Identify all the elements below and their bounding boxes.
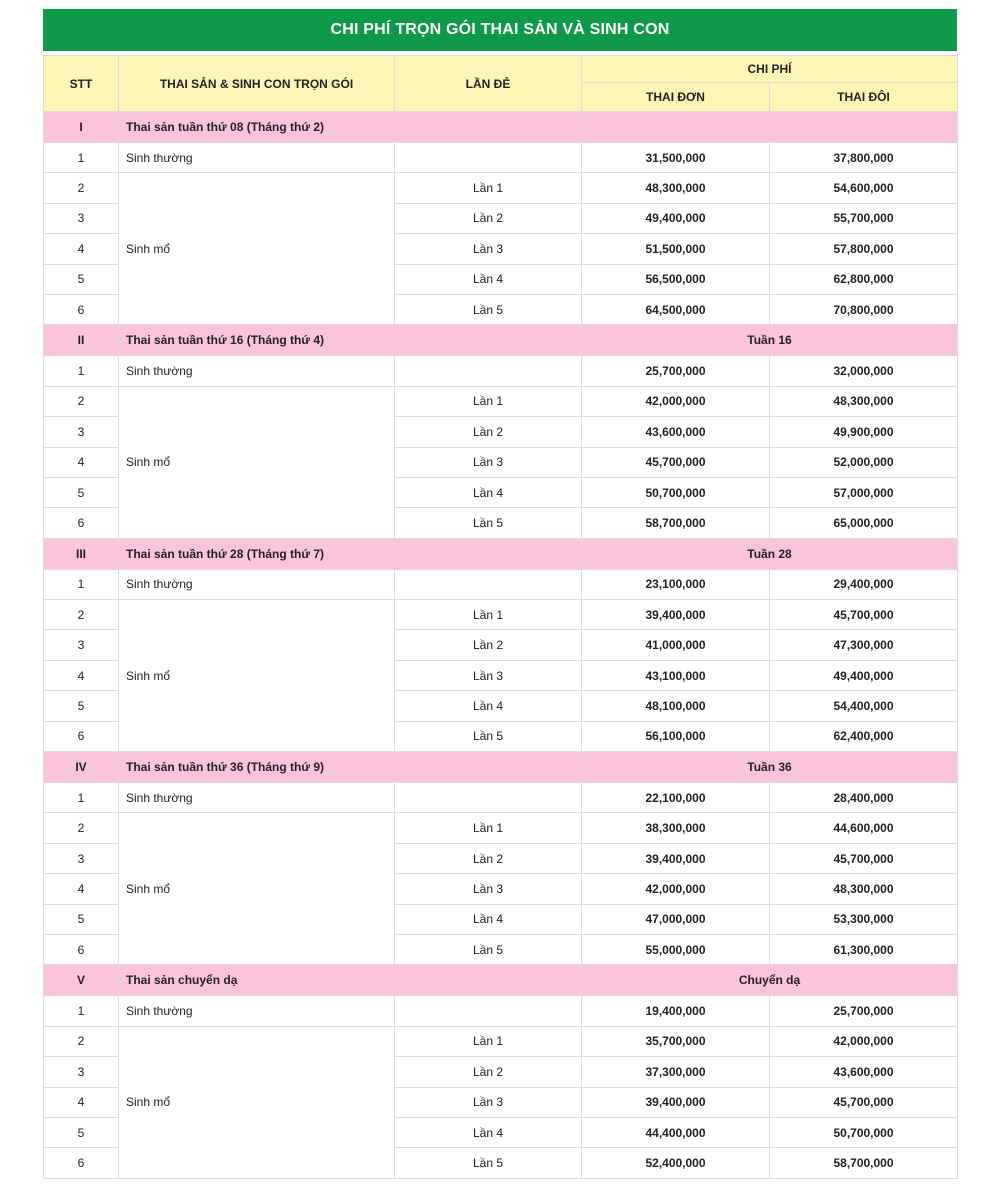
row-stt: 5 <box>44 691 119 721</box>
row-twin-cost: 47,300,000 <box>770 630 958 660</box>
row-times: Lần 5 <box>395 508 582 538</box>
row-times: Lần 1 <box>395 173 582 203</box>
row-twin-cost: 55,700,000 <box>770 203 958 233</box>
row-stt: 3 <box>44 417 119 447</box>
table-row <box>44 386 958 416</box>
row-times <box>395 996 582 1026</box>
row-single-cost: 44,400,000 <box>582 1117 770 1147</box>
row-times: Lần 4 <box>395 904 582 934</box>
row-times: Lần 3 <box>395 660 582 690</box>
row-stt: 5 <box>44 904 119 934</box>
header-times: LẦN ĐẺ <box>395 56 582 112</box>
row-single-cost: 45,700,000 <box>582 447 770 477</box>
table-row <box>44 996 958 1026</box>
row-twin-cost: 43,600,000 <box>770 1057 958 1087</box>
section-row <box>44 965 958 996</box>
table-row <box>44 783 958 813</box>
row-twin-cost: 62,800,000 <box>770 264 958 294</box>
row-twin-cost: 29,400,000 <box>770 569 958 599</box>
row-times: Lần 5 <box>395 1148 582 1178</box>
section-number: V <box>44 965 119 996</box>
row-times: Lần 5 <box>395 294 582 324</box>
section-row <box>44 538 958 569</box>
row-times: Lần 3 <box>395 874 582 904</box>
row-twin-cost: 45,700,000 <box>770 600 958 630</box>
row-twin-cost: 48,300,000 <box>770 386 958 416</box>
row-times: Lần 4 <box>395 264 582 294</box>
row-times: Lần 3 <box>395 1087 582 1117</box>
row-stt: 2 <box>44 600 119 630</box>
row-times <box>395 356 582 386</box>
row-times: Lần 4 <box>395 477 582 507</box>
section-title: Thai sản tuần thứ 08 (Tháng thứ 2) <box>119 112 582 143</box>
row-stt: 4 <box>44 874 119 904</box>
section-cost-label: Chuyển dạ <box>582 965 958 996</box>
row-times: Lần 2 <box>395 630 582 660</box>
table-row <box>44 356 958 386</box>
row-stt: 1 <box>44 569 119 599</box>
row-stt: 4 <box>44 234 119 264</box>
table-row <box>44 600 958 630</box>
row-twin-cost: 45,700,000 <box>770 1087 958 1117</box>
row-twin-cost: 32,000,000 <box>770 356 958 386</box>
section-title: Thai sản chuyển dạ <box>119 965 582 996</box>
row-twin-cost: 50,700,000 <box>770 1117 958 1147</box>
row-package: Sinh thường <box>119 996 395 1026</box>
row-single-cost: 48,100,000 <box>582 691 770 721</box>
row-stt: 6 <box>44 508 119 538</box>
row-times: Lần 3 <box>395 234 582 264</box>
row-stt: 6 <box>44 721 119 751</box>
row-single-cost: 25,700,000 <box>582 356 770 386</box>
section-number: IV <box>44 752 119 783</box>
row-times <box>395 143 582 173</box>
row-times <box>395 569 582 599</box>
row-twin-cost: 28,400,000 <box>770 783 958 813</box>
row-single-cost: 56,500,000 <box>582 264 770 294</box>
row-single-cost: 39,400,000 <box>582 1087 770 1117</box>
row-twin-cost: 37,800,000 <box>770 143 958 173</box>
row-stt: 6 <box>44 294 119 324</box>
row-stt: 2 <box>44 813 119 843</box>
row-single-cost: 55,000,000 <box>582 934 770 964</box>
row-twin-cost: 62,400,000 <box>770 721 958 751</box>
row-twin-cost: 54,400,000 <box>770 691 958 721</box>
header-cost: CHI PHÍ <box>582 56 958 83</box>
row-single-cost: 51,500,000 <box>582 234 770 264</box>
row-twin-cost: 49,900,000 <box>770 417 958 447</box>
row-times: Lần 2 <box>395 203 582 233</box>
row-twin-cost: 65,000,000 <box>770 508 958 538</box>
table-row <box>44 143 958 173</box>
row-package: Sinh thường <box>119 356 395 386</box>
row-stt: 1 <box>44 783 119 813</box>
row-stt: 5 <box>44 477 119 507</box>
row-twin-cost: 48,300,000 <box>770 874 958 904</box>
row-package: Sinh mổ <box>119 173 395 325</box>
row-times: Lần 4 <box>395 1117 582 1147</box>
table-body <box>44 112 958 1179</box>
row-stt: 1 <box>44 356 119 386</box>
header-stt: STT <box>44 56 119 112</box>
row-twin-cost: 58,700,000 <box>770 1148 958 1178</box>
row-times <box>395 783 582 813</box>
row-single-cost: 19,400,000 <box>582 996 770 1026</box>
header-package: THAI SẢN & SINH CON TRỌN GÓI <box>119 56 395 112</box>
table-row <box>44 1026 958 1056</box>
row-single-cost: 52,400,000 <box>582 1148 770 1178</box>
row-stt: 3 <box>44 1057 119 1087</box>
row-single-cost: 50,700,000 <box>582 477 770 507</box>
row-stt: 4 <box>44 447 119 477</box>
section-cost-label <box>582 112 958 143</box>
table-row <box>44 173 958 203</box>
row-times: Lần 2 <box>395 417 582 447</box>
row-package: Sinh mổ <box>119 813 395 965</box>
row-package: Sinh thường <box>119 143 395 173</box>
section-cost-label: Tuần 16 <box>582 325 958 356</box>
section-cost-label: Tuần 36 <box>582 752 958 783</box>
row-twin-cost: 49,400,000 <box>770 660 958 690</box>
row-stt: 6 <box>44 1148 119 1178</box>
row-single-cost: 35,700,000 <box>582 1026 770 1056</box>
row-stt: 2 <box>44 386 119 416</box>
row-twin-cost: 45,700,000 <box>770 843 958 873</box>
row-stt: 2 <box>44 1026 119 1056</box>
row-stt: 5 <box>44 1117 119 1147</box>
row-package: Sinh mổ <box>119 1026 395 1178</box>
row-twin-cost: 70,800,000 <box>770 294 958 324</box>
row-single-cost: 64,500,000 <box>582 294 770 324</box>
table-row <box>44 569 958 599</box>
section-cost-label: Tuần 28 <box>582 538 958 569</box>
row-stt: 1 <box>44 143 119 173</box>
section-row <box>44 112 958 143</box>
row-times: Lần 2 <box>395 1057 582 1087</box>
row-twin-cost: 44,600,000 <box>770 813 958 843</box>
row-stt: 5 <box>44 264 119 294</box>
row-single-cost: 23,100,000 <box>582 569 770 599</box>
section-title: Thai sản tuần thứ 36 (Tháng thứ 9) <box>119 752 582 783</box>
row-twin-cost: 53,300,000 <box>770 904 958 934</box>
row-stt: 3 <box>44 843 119 873</box>
row-package: Sinh mổ <box>119 386 395 538</box>
row-times: Lần 2 <box>395 843 582 873</box>
row-twin-cost: 54,600,000 <box>770 173 958 203</box>
row-single-cost: 58,700,000 <box>582 508 770 538</box>
row-single-cost: 31,500,000 <box>582 143 770 173</box>
row-single-cost: 41,000,000 <box>582 630 770 660</box>
row-stt: 1 <box>44 996 119 1026</box>
row-single-cost: 39,400,000 <box>582 843 770 873</box>
row-twin-cost: 57,800,000 <box>770 234 958 264</box>
row-single-cost: 48,300,000 <box>582 173 770 203</box>
row-twin-cost: 61,300,000 <box>770 934 958 964</box>
price-table <box>43 55 958 1179</box>
row-twin-cost: 57,000,000 <box>770 477 958 507</box>
header-twin: THAI ĐÔI <box>770 83 958 112</box>
row-stt: 4 <box>44 1087 119 1117</box>
row-twin-cost: 52,000,000 <box>770 447 958 477</box>
row-stt: 3 <box>44 203 119 233</box>
row-single-cost: 39,400,000 <box>582 600 770 630</box>
section-row <box>44 325 958 356</box>
row-twin-cost: 42,000,000 <box>770 1026 958 1056</box>
row-twin-cost: 25,700,000 <box>770 996 958 1026</box>
row-times: Lần 1 <box>395 600 582 630</box>
row-single-cost: 56,100,000 <box>582 721 770 751</box>
row-single-cost: 43,600,000 <box>582 417 770 447</box>
row-stt: 2 <box>44 173 119 203</box>
section-number: III <box>44 538 119 569</box>
row-times: Lần 5 <box>395 934 582 964</box>
section-title: Thai sản tuần thứ 28 (Tháng thứ 7) <box>119 538 582 569</box>
row-single-cost: 49,400,000 <box>582 203 770 233</box>
table-row <box>44 813 958 843</box>
row-times: Lần 1 <box>395 1026 582 1056</box>
row-single-cost: 37,300,000 <box>582 1057 770 1087</box>
row-single-cost: 47,000,000 <box>582 904 770 934</box>
row-times: Lần 4 <box>395 691 582 721</box>
row-stt: 4 <box>44 660 119 690</box>
section-row <box>44 752 958 783</box>
header-single: THAI ĐƠN <box>582 83 770 112</box>
section-number: II <box>44 325 119 356</box>
section-title: Thai sản tuần thứ 16 (Tháng thứ 4) <box>119 325 582 356</box>
row-package: Sinh thường <box>119 783 395 813</box>
row-times: Lần 3 <box>395 447 582 477</box>
row-package: Sinh mổ <box>119 600 395 752</box>
row-times: Lần 1 <box>395 813 582 843</box>
row-stt: 6 <box>44 934 119 964</box>
row-single-cost: 22,100,000 <box>582 783 770 813</box>
price-table-container <box>43 9 957 1179</box>
row-single-cost: 42,000,000 <box>582 386 770 416</box>
row-times: Lần 1 <box>395 386 582 416</box>
row-single-cost: 42,000,000 <box>582 874 770 904</box>
section-number: I <box>44 112 119 143</box>
table-title: CHI PHÍ TRỌN GÓI THAI SẢN VÀ SINH CON <box>43 9 957 51</box>
row-stt: 3 <box>44 630 119 660</box>
row-single-cost: 38,300,000 <box>582 813 770 843</box>
row-package: Sinh thường <box>119 569 395 599</box>
row-times: Lần 5 <box>395 721 582 751</box>
row-single-cost: 43,100,000 <box>582 660 770 690</box>
